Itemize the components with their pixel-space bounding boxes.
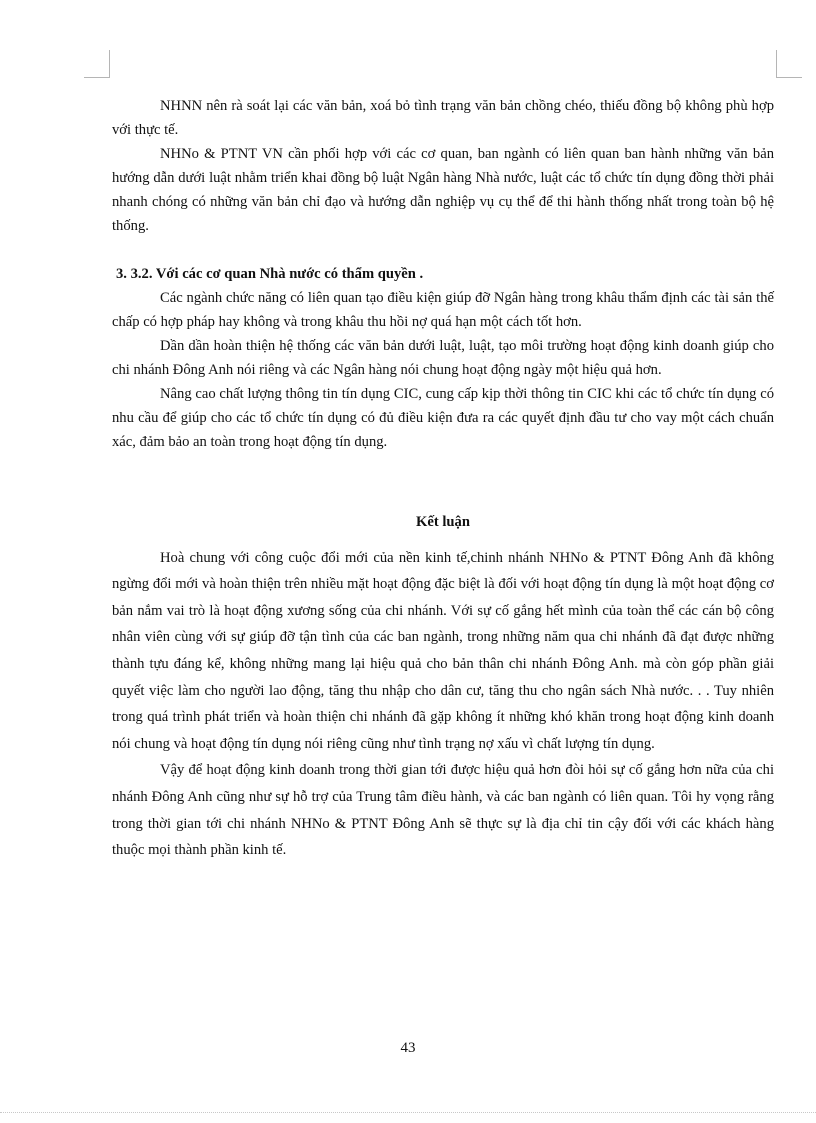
- paragraph-collateral-appraisal: Các ngành chức năng có liên quan tạo điều kiện giúp đỡ Ngân hàng trong khâu thẩm định các tài sản thế chấp có hợp pháp hay không và trong khâu thu hồi nợ quá hạn một cách tốt hơn.: [112, 290, 774, 331]
- page-number: 43: [400, 1040, 416, 1056]
- crop-mark-top-left: [84, 77, 110, 78]
- paragraph-legal-framework: Dần dần hoàn thiện hệ thống các văn bản dưới luật, luật, tạo môi trường hoạt động kinh doanh giúp cho chi nhánh Đông Anh nói riêng và các Ngân hàng nói chung hoạt động ngày một hiệu quả hơn.: [112, 338, 774, 379]
- crop-mark-top-right-vertical: [776, 50, 777, 77]
- paragraph-conclusion-1: Hoà chung với công cuộc đổi mới của nền kinh tế,chinh nhánh NHNo & PTNT Đông Anh đã không ngừng đổi mới và hoàn thiện trên nhiều mặt hoạt động đặc biệt là đối với hoạt động tín dụng là một hoạt động cơ bản nắm vai trò là hoạt động xương sống của chi nhánh. Với sự cố gắng hết mình của toàn thể các cán bộ công nhân viên cùng với sự giúp đỡ tận tình của các ban ngành, trong những năm qua chi nhánh đã đạt được những thành tựu đáng kể, không những mang lại hiệu quả cho bản thân chi nhánh Đông Anh. mà còn góp phần giải quyết việc làm cho người lao động, tăng thu nhập cho dân cư, tăng thu cho ngân sách Nhà nước. . . Tuy nhiên trong quá trình phát triển và hoàn thiện chi nhánh đã gặp không ít những khó khăn trong hoạt động kinh doanh nói chung và hoạt động tín dụng nói riêng cũng như tình trạng nợ xấu vì chất lượng tín dụng.: [112, 549, 774, 752]
- paragraph-conclusion-2: Vậy để hoạt động kinh doanh trong thời gian tới được hiệu quả hơn đòi hỏi sự cố gắng hơn nữa của chi nhánh Đông Anh cũng như sự hỗ trợ của Trung tâm điều hành, và các ban ngành có liên quan. Tôi hy vọng rằng trong thời gian tới chi nhánh NHNo & PTNT Đông Anh sẽ thực sự là địa chỉ tin cậy đối với các khách hàng thuộc mọi thành phần kinh tế.: [112, 762, 774, 859]
- section-heading-3-3-2: 3. 3.2. Với các cơ quan Nhà nước có thẩm quyền .: [116, 266, 424, 283]
- paragraph-nhnn-review: NHNN nên rà soát lại các văn bản, xoá bỏ tình trạng văn bản chồng chéo, thiếu đồng bộ không phù hợp với thực tế.: [112, 98, 774, 138]
- page-body: [112, 95, 774, 864]
- crop-mark-top-left-vertical: [109, 50, 110, 77]
- paragraph-nhno-coordination: NHNo & PTNT VN cần phối hợp với các cơ quan, ban ngành có liên quan ban hành những văn bản hướng dẫn dưới luật nhằm triển khai đồng bộ luật Ngân hàng Nhà nước, luật các tổ chức tín dụng đồng thời phải nhanh chóng có những văn bản chỉ đạo và hướng dẫn nghiệp vụ cụ thể để thi hành thống nhất trong toàn bộ hệ thống.: [112, 145, 774, 234]
- paragraph-cic-information: Nâng cao chất lượng thông tin tín dụng CIC, cung cấp kịp thời thông tin CIC khi các tổ chức tín dụng có nhu cầu để giúp cho các tổ chức tín dụng có đủ điều kiện đưa ra các quyết định đầu tư cho vay một cách chuẩn xác, đảm bảo an toàn trong hoạt động tín dụng.: [112, 385, 774, 450]
- page-bottom-divider: [0, 1112, 816, 1113]
- conclusion-section: [112, 545, 774, 864]
- crop-mark-top-right: [776, 77, 802, 78]
- conclusion-title: Kết luận: [416, 513, 470, 530]
